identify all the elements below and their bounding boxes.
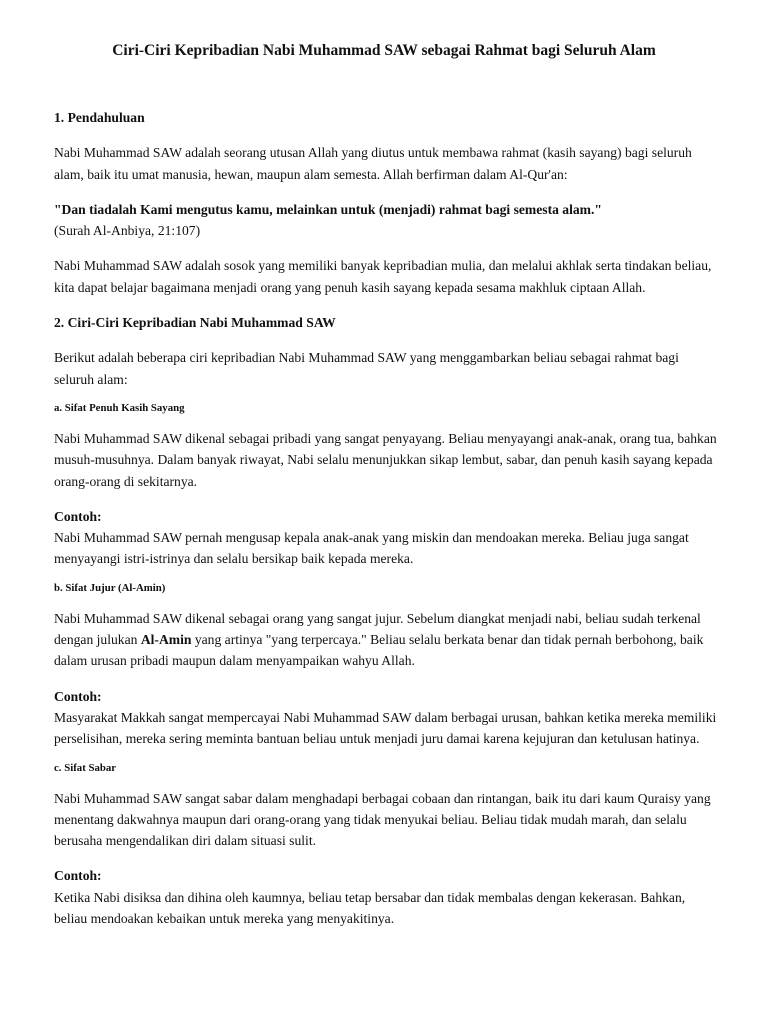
example-text: Masyarakat Makkah sangat mempercayai Nabi Muhammad SAW dalam berbagai urusan, bahkan ketika mereka memiliki perselisihan, mereka sering meminta bantuan beliau untuk menjadi juru damai karena kejujuran dan ketulusan hatinya. bbox=[54, 709, 717, 747]
example-text: Nabi Muhammad SAW pernah mengusap kepala anak-anak yang miskin dan mendoakan mereka. Beliau juga sangat menyayangi istri-istrinya dan selalu bersikap baik kepada mereka. bbox=[54, 530, 689, 567]
trait-example-jujur bbox=[54, 686, 719, 750]
section-heading-pendahuluan: 1. Pendahuluan bbox=[54, 110, 145, 125]
document-body bbox=[54, 107, 719, 929]
quote-citation: (Surah Al-Anbiya, 21:107) bbox=[54, 223, 201, 239]
paragraph-closing: Nabi Muhammad SAW adalah sosok yang memiliki banyak kepribadian mulia, dan melalui akhlak serta tindakan beliau, kita dapat belajar bagaimana menjadi orang yang penuh kasih sayang kepada sesama makhluk ciptaan Allah. bbox=[54, 258, 712, 295]
trait-example-kasih-sayang bbox=[54, 506, 719, 570]
trait-body-jujur-part1: Nabi Muhammad SAW dikenal sebagai orang yang sangat jujur. Sebelum diangkat menjadi nabi, beliau sudah terkenal dengan julukan bbox=[54, 610, 701, 648]
al-amin-term: Al-Amin bbox=[140, 632, 192, 648]
quran-quote: "Dan tiadalah Kami mengutus kamu, melainkan untuk (menjadi) rahmat bagi semesta alam." bbox=[54, 201, 602, 217]
trait-body-kasih-sayang: Nabi Muhammad SAW dikenal sebagai pribadi yang sangat penyayang. Beliau menyayangi anak-anak, orang tua, bahkan musuh-musuhnya. Dalam banyak riwayat, Nabi selalu menunjukkan sikap lembut, sabar, dan penuh kasih sayang kepada orang-orang di sekitarnya. bbox=[54, 430, 717, 489]
example-label: Contoh: bbox=[54, 688, 102, 704]
paragraph-section2-intro: Berikut adalah beberapa ciri kepribadian Nabi Muhammad SAW yang menggambarkan beliau sebagai rahmat bagi seluruh alam: bbox=[54, 350, 679, 387]
document-title: Ciri-Ciri Kepribadian Nabi Muhammad SAW sebagai Rahmat bagi Seluruh Alam bbox=[112, 42, 656, 59]
paragraph-intro: Nabi Muhammad SAW adalah seorang utusan Allah yang diutus untuk membawa rahmat (kasih sayang) bagi seluruh alam, baik itu umat manusia, hewan, maupun alam semesta. Allah berfirman dalam Al-Qur'an: bbox=[54, 145, 692, 182]
trait-heading-sabar: c. Sifat Sabar bbox=[54, 761, 117, 774]
trait-body-sabar: Nabi Muhammad SAW sangat sabar dalam menghadapi berbagai cobaan dan rintangan, baik itu dari kaum Quraisy yang menentang dakwahnya maupun dari orang-orang yang tidak menyukai beliau. Beliau tidak mudah marah, dan selalu berusaha mengendalikan diri dalam situasi sulit. bbox=[54, 790, 711, 849]
example-text: Ketika Nabi disiksa dan dihina oleh kaumnya, beliau tetap bersabar dan tidak membalas dengan kekerasan. Bahkan, beliau mendoakan kebaikan untuk mereka yang menyakitinya. bbox=[54, 889, 686, 927]
example-label: Contoh: bbox=[54, 508, 102, 524]
trait-body-jujur bbox=[54, 608, 719, 672]
quote-block bbox=[54, 199, 719, 242]
trait-body-jujur-part2: yang artinya "yang terpercaya." Beliau selalu berkata benar dan tidak pernah berbohong, baik dalam urusan pribadi maupun dalam menyampaikan wahyu Allah. bbox=[54, 632, 704, 669]
trait-example-sabar bbox=[54, 865, 719, 929]
trait-heading-jujur: b. Sifat Jujur (Al-Amin) bbox=[54, 581, 166, 594]
trait-heading-kasih-sayang: a. Sifat Penuh Kasih Sayang bbox=[54, 401, 185, 414]
example-label: Contoh: bbox=[54, 868, 102, 884]
section-heading-ciri-ciri: 2. Ciri-Ciri Kepribadian Nabi Muhammad SAW bbox=[54, 315, 336, 331]
